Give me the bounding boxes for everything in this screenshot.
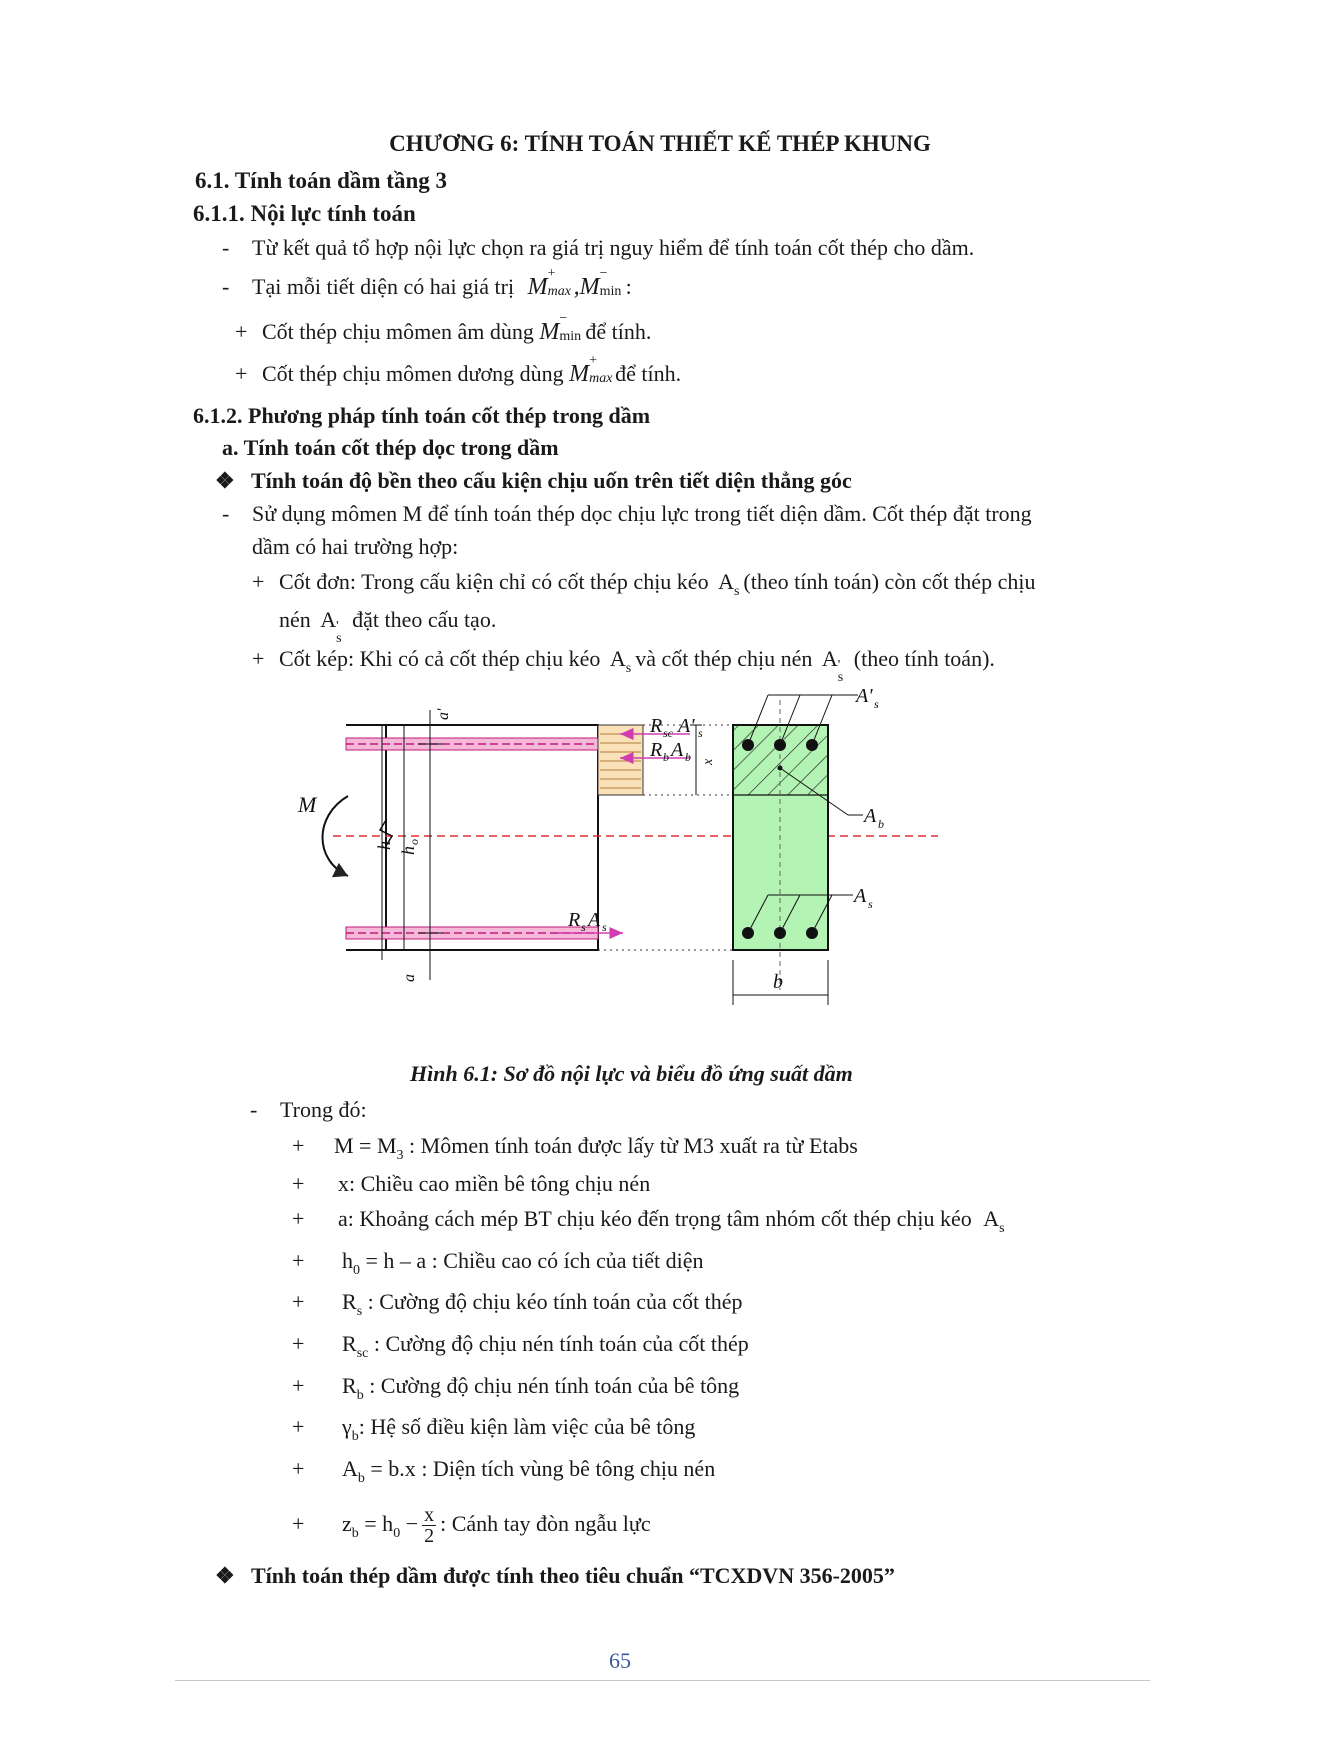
paragraph-3-end: để tính. (585, 319, 652, 344)
chapter-title: CHƯƠNG 6: TÍNH TOÁN THIẾT KẾ THÉP KHUNG (389, 131, 931, 156)
def-text: : Mômen tính toán được lấy từ M3 xuất ra từ Etabs (409, 1133, 858, 1158)
plus-bullet: + (292, 1373, 305, 1398)
svg-text:A': A' (856, 685, 873, 707)
dash-bullet: - (222, 501, 230, 526)
svg-text:o: o (407, 839, 421, 845)
paragraph-2-text: Tại mỗi tiết diện có hai giá trị (252, 274, 515, 299)
m-min-minus-symbol: M − min (579, 266, 622, 300)
def-symbol: γ (342, 1414, 352, 1439)
paragraph-1-text: Từ kết quả tổ hợp nội lực chọn ra giá trị nguy hiểm để tính toán cốt thép cho dầm. (252, 235, 975, 260)
rb-ab-label (649, 739, 691, 764)
def-subscript: 0 (353, 1263, 360, 1278)
paragraph-7-text-c: (theo tính toán). (853, 646, 995, 671)
paragraph-2 (222, 266, 632, 301)
beam-stress-diagram (298, 685, 998, 1050)
def-text: a: Khoảng cách mép BT chịu kéo đến trọng tâm nhóm cốt thép chịu kéo (338, 1206, 972, 1231)
diamond-bullet-icon: ❖ (215, 468, 235, 493)
trong-do-line (250, 1096, 367, 1124)
paragraph-1 (222, 234, 974, 262)
as-symbol: $A_s$ (718, 569, 740, 599)
paragraph-6-line-2 (279, 606, 497, 646)
m-max-plus-symbol: M + max (527, 266, 571, 300)
svg-text:R: R (650, 739, 663, 761)
as-prime-symbol: A ' s (320, 607, 342, 646)
svg-text:s: s (868, 897, 873, 911)
ab-section-label (862, 805, 884, 831)
def-symbol: A (342, 1456, 358, 1481)
def-expression: = b.x (370, 1456, 416, 1481)
def-subscript: 0 (393, 1526, 401, 1541)
svg-text:h: h (398, 846, 418, 855)
paragraph-6-text-d: đặt theo cấu tạo. (352, 607, 497, 632)
diamond-heading-1-text: Tính toán độ bền theo cấu kiện chịu uốn trên tiết diện thẳng góc (251, 468, 852, 493)
svg-text:A': A' (678, 715, 695, 737)
x-label: x (701, 758, 716, 765)
def-symbol: R (342, 1289, 357, 1314)
h-label: h (374, 841, 394, 850)
diamond-heading-1 (215, 467, 852, 495)
def-expression: = h – a (365, 1248, 427, 1273)
b-label: b (773, 971, 783, 993)
plus-bullet: + (292, 1289, 305, 1314)
asp-section-label (854, 685, 879, 711)
def-subscript: b (357, 1471, 365, 1486)
svg-text:s: s (874, 697, 879, 711)
diamond-bullet-icon: ❖ (215, 1563, 235, 1588)
definition-x (292, 1170, 650, 1198)
paragraph-5-line-1 (222, 500, 1032, 528)
definition-zb (292, 1500, 651, 1552)
def-symbol: R (342, 1373, 357, 1398)
definition-rb (292, 1372, 739, 1404)
svg-text:b: b (663, 750, 669, 764)
def-subscript: b (356, 1388, 364, 1403)
plus-bullet: + (292, 1456, 305, 1481)
paragraph-4-end: để tính. (615, 361, 682, 386)
paragraph-7-text: Cốt kép: Khi có cả cốt thép chịu kéo (279, 646, 601, 671)
plus-bullet: + (292, 1248, 305, 1273)
moment-label: M (298, 792, 317, 817)
minus-sign: − (405, 1511, 419, 1536)
def-text: : Cường độ chịu kéo tính toán của cốt thép (367, 1289, 743, 1314)
definition-ab (292, 1455, 715, 1487)
diamond-heading-2 (215, 1562, 895, 1590)
as-section-label (852, 885, 873, 911)
paragraph-6-text-b: (theo tính toán) còn cốt thép chịu (743, 569, 1036, 594)
footer-divider (175, 1680, 1150, 1681)
a-top-label: a' (435, 708, 452, 720)
def-text: : Diện tích vùng bê tông chịu nén (421, 1456, 716, 1481)
plus-bullet: + (292, 1206, 305, 1231)
svg-text:s: s (698, 726, 703, 740)
def-text: : Cường độ chịu nén tính toán của bê tông (369, 1373, 740, 1398)
plus-bullet: + (235, 361, 248, 386)
rsc-asp-label (649, 715, 703, 740)
svg-text:R: R (568, 909, 581, 931)
def-subscript: s (356, 1304, 363, 1319)
definition-m (292, 1132, 858, 1164)
paragraph-4 (235, 353, 682, 388)
paragraph-6-line-1 (252, 568, 1035, 600)
svg-text:A: A (854, 885, 867, 907)
dash-bullet: - (222, 235, 230, 260)
paragraph-4-text: Cốt thép chịu mômen dương dùng (262, 361, 564, 386)
as-symbol: $A_s$ (983, 1206, 1005, 1236)
as-symbol: $A_s$ (609, 646, 632, 676)
def-symbol: R (342, 1331, 357, 1356)
definition-h0 (292, 1247, 704, 1279)
svg-text:A: A (588, 909, 601, 931)
def-text: : Chiều cao có ích của tiết diện (431, 1248, 704, 1273)
as-prime-symbol: A ' s (821, 646, 844, 685)
plus-bullet: + (292, 1171, 305, 1196)
dash-bullet: - (250, 1097, 258, 1122)
plus-bullet: + (235, 319, 248, 344)
def-text: x: Chiều cao miền bê tông chịu nén (338, 1171, 651, 1196)
def-text: : Cánh tay đòn ngẫu lực (440, 1511, 651, 1536)
paragraph-7-text-b: và cốt thép chịu nén (635, 646, 813, 671)
svg-text:A: A (671, 739, 684, 761)
svg-text:s: s (602, 920, 607, 934)
def-subscript: sc (356, 1346, 369, 1361)
page-number: 65 (609, 1648, 631, 1673)
svg-text:R: R (650, 715, 663, 737)
def-subscript: 3 (396, 1148, 404, 1163)
colon: : (625, 274, 632, 299)
plus-bullet: + (292, 1133, 305, 1158)
def-symbol: M = M (334, 1133, 397, 1158)
diamond-heading-2-text: Tính toán thép dầm được tính theo tiêu chuẩn “TCXDVN 356-2005” (251, 1563, 895, 1588)
def-symbol: z (342, 1511, 352, 1536)
section-heading-6-1-2: 6.1.2. Phương pháp tính toán cốt thép trong dầm (193, 403, 651, 428)
a-bottom-label: a (401, 974, 418, 982)
plus-bullet: + (292, 1511, 305, 1536)
def-subscript: b (351, 1526, 359, 1541)
svg-text:b: b (685, 750, 691, 764)
x-over-2-fraction: $\frac{x}{2}$ (424, 1504, 435, 1548)
m-min-minus-symbol: M − min (539, 311, 582, 345)
comma: , (573, 274, 580, 300)
def-symbol: h (342, 1248, 353, 1273)
paragraph-5-text-1: Sử dụng mômen M để tính toán thép dọc chịu lực trong tiết diện dầm. Cốt thép đặt trong (252, 501, 1032, 526)
plus-bullet: + (292, 1414, 305, 1439)
definition-rsc (292, 1330, 749, 1362)
svg-text:sc: sc (663, 726, 673, 740)
section-heading-6-1: 6.1. Tính toán dầm tầng 3 (195, 168, 448, 193)
definition-rs (292, 1288, 743, 1320)
paragraph-6-text: Cốt đơn: Trong cấu kiện chỉ có cốt thép chịu kéo (279, 569, 709, 594)
figure-caption: Hình 6.1: Sơ đồ nội lực và biểu đồ ứng suất dầm (410, 1061, 853, 1086)
svg-text:A: A (864, 805, 877, 827)
h0-label (398, 839, 421, 855)
paragraph-3 (235, 311, 652, 346)
m-max-plus-symbol: M + max (569, 353, 613, 387)
beam-cross-section (733, 695, 863, 1005)
svg-text:b: b (878, 817, 884, 831)
section-heading-6-1-1: 6.1.1. Nội lực tính toán (193, 201, 416, 226)
definition-a (292, 1205, 1005, 1237)
dash-bullet: - (222, 274, 230, 299)
def-text: : Hệ số điều kiện làm việc của bê tông (358, 1414, 696, 1439)
paragraph-6-text-c: nén (279, 607, 311, 632)
def-expression: = h (364, 1511, 394, 1536)
paragraph-3-text: Cốt thép chịu mômen âm dùng (262, 319, 534, 344)
definition-gamma-b (292, 1413, 695, 1445)
paragraph-5-line-2: dầm có hai trường hợp: (252, 534, 459, 559)
plus-bullet: + (292, 1331, 305, 1356)
plus-bullet: + (252, 569, 265, 594)
paragraph-7 (252, 645, 995, 685)
def-subscript: b (351, 1429, 359, 1444)
def-text: : Cường độ chịu nén tính toán của cốt thép (373, 1331, 749, 1356)
trong-do-text: Trong đó: (280, 1097, 367, 1122)
svg-text:s: s (581, 920, 586, 934)
plus-bullet: + (252, 646, 265, 671)
subsection-heading-a: a. Tính toán cốt thép dọc trong dầm (222, 435, 559, 460)
